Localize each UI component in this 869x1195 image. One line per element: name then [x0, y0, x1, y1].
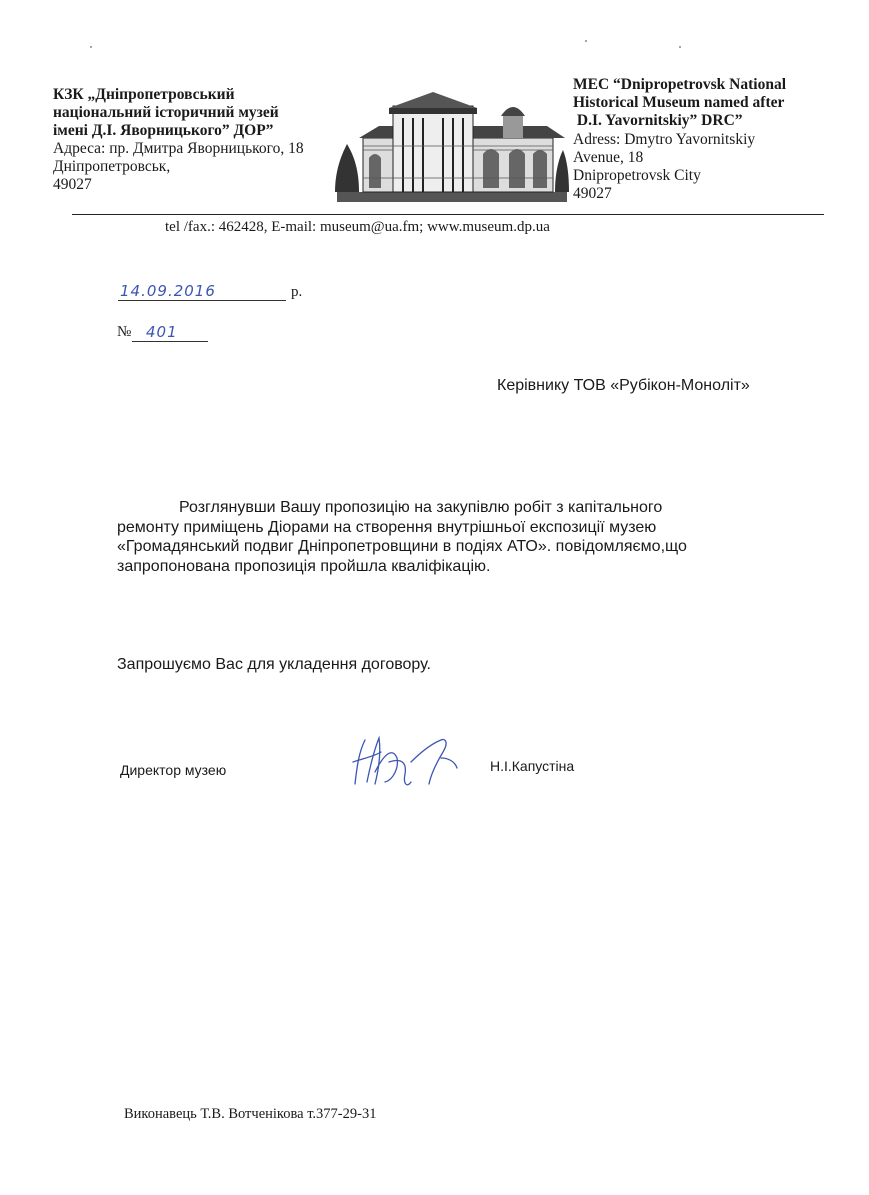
body-line: «Громадянський подвиг Дніпропетровщини в подіях АТО». повідомляємо,що [117, 538, 687, 555]
header-right-address [573, 131, 833, 203]
invitation-text: Запрошуємо Вас для укладення договору. [117, 656, 431, 673]
body-line: ремонту приміщень Діорами на створення внутрішньої експозиції музею [117, 518, 657, 536]
scan-speck [585, 40, 587, 42]
header-left-address-line: Адреса: пр. Дмитра Яворницького, 18 [53, 140, 304, 157]
header-left-institution-name [53, 86, 343, 140]
signature-icon [345, 722, 475, 797]
body-line-first: Розглянувши Вашу пропозицію на закупівлю робіт з капітального [179, 499, 663, 516]
number-label: № [117, 324, 132, 340]
header-right-address-line: Avenue, 18 [573, 149, 644, 166]
scan-speck [679, 46, 681, 48]
museum-building-icon [333, 88, 571, 208]
header-right-institution-name [573, 76, 833, 130]
header-left-address-line: 49027 [53, 176, 92, 193]
header-right-name-line: D.I. Yavornitskiy” DRC” [573, 112, 743, 129]
header-left-name-line: КЗК „Дніпропетровський [53, 86, 235, 103]
number-field [132, 323, 208, 342]
header-contacts: tel /fax.: 462428, E-mail: museum@ua.fm; www.museum.dp.ua [165, 219, 550, 235]
header-right-address-line: Adress: Dmytro Yavornitskiy [573, 131, 756, 148]
date-suffix: р. [291, 284, 303, 300]
header-left-name-line: національний історичний музей [53, 104, 279, 121]
signatory-name: Н.І.Капустіна [490, 758, 575, 774]
header-divider [72, 214, 824, 215]
date-value: 14.09.2016 [120, 282, 216, 300]
executor-info: Виконавець Т.В. Вотченікова т.377-29-31 [124, 1106, 377, 1122]
header-left-name-line: імені Д.І. Яворницького” ДОР” [53, 122, 274, 139]
header-right-address-line: 49027 [573, 185, 612, 202]
header-left-address-line: Дніпропетровськ, [53, 158, 171, 175]
addressee: Керівнику ТОВ «Рубікон-Моноліт» [497, 377, 750, 394]
scan-speck [90, 46, 92, 48]
header-right-name-line: MEC “Dnipropetrovsk National [573, 76, 787, 93]
header-left-address [53, 140, 343, 194]
body-line: запропонована пропозиція пройшла кваліфікацію. [117, 557, 491, 575]
header-right-address-line: Dnipropetrovsk City [573, 167, 701, 184]
signatory-title: Директор музею [120, 762, 227, 778]
letter-body [117, 498, 817, 576]
number-value: 401 [146, 323, 178, 341]
header-right-name-line: Historical Museum named after [573, 94, 785, 111]
date-field [118, 282, 286, 301]
